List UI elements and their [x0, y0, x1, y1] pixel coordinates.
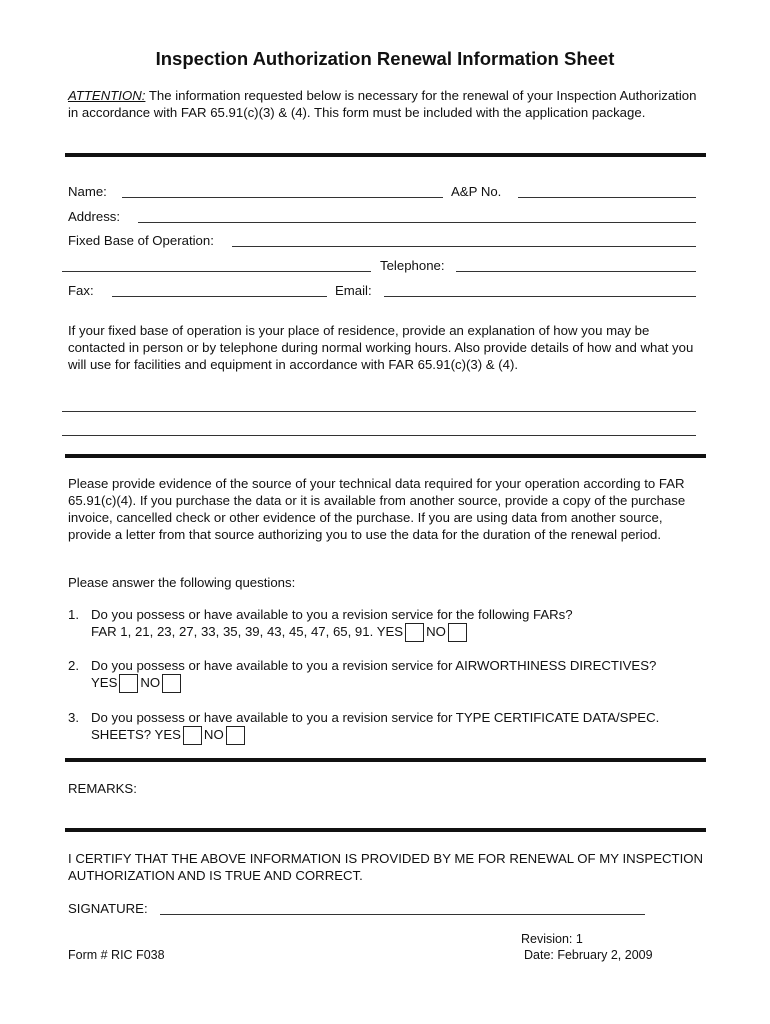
explanation-line-1[interactable] — [62, 411, 696, 412]
no-label: NO — [203, 727, 224, 742]
form-number: Form # RIC F038 — [68, 948, 165, 962]
signature-field[interactable] — [160, 914, 645, 915]
question-number: 2. — [68, 658, 79, 673]
yes-label: SHEETS? YES — [91, 727, 181, 742]
revision-date: Date: February 2, 2009 — [524, 948, 653, 962]
yes-label: YES — [91, 675, 118, 690]
email-label: Email: — [335, 283, 372, 298]
yes-label: FAR 1, 21, 23, 27, 33, 35, 39, 43, 45, 47, 65, 91. YES — [91, 624, 404, 639]
address-field[interactable] — [138, 222, 696, 223]
residence-note: If your fixed base of operation is your place of residence, provide an explanation of how you may be contacted in person or by telephone during normal working hours. Also provide details of how and what you will use for facilities and equipment in accordance with FAR 65.91(c)(3) & (4). — [68, 323, 694, 372]
telephone-field[interactable] — [456, 271, 696, 272]
section-divider — [65, 758, 706, 762]
questions-intro: Please answer the following questions: — [68, 575, 296, 590]
fbo-field-continued[interactable] — [62, 271, 371, 272]
section-divider — [65, 828, 706, 832]
question-1 — [68, 606, 718, 646]
ap-no-field[interactable] — [518, 197, 696, 198]
section-divider — [65, 153, 706, 157]
telephone-label: Telephone: — [380, 258, 445, 273]
question-text: Do you possess or have available to you a revision service for TYPE CERTIFICATE DATA/SPEC. — [91, 710, 660, 725]
attention-paragraph — [68, 87, 708, 121]
attention-text: The information requested below is necessary for the renewal of your Inspection Authorization in accordance with FAR 65.91(c)(3) & (4). This form must be included with the application package. — [68, 88, 697, 120]
question-2 — [68, 657, 718, 697]
question-3 — [68, 709, 718, 749]
fax-label: Fax: — [68, 283, 94, 298]
question-number: 3. — [68, 710, 79, 725]
no-label: NO — [140, 675, 161, 690]
yes-checkbox[interactable] — [183, 726, 202, 745]
yes-checkbox[interactable] — [405, 623, 424, 642]
no-checkbox[interactable] — [226, 726, 245, 745]
remarks-area[interactable] — [65, 800, 706, 826]
revision-number: Revision: 1 — [521, 932, 583, 946]
no-checkbox[interactable] — [162, 674, 181, 693]
attention-label: ATTENTION: — [68, 88, 146, 103]
no-label: NO — [426, 624, 446, 639]
explanation-line-2[interactable] — [62, 435, 696, 436]
fax-field[interactable] — [112, 296, 327, 297]
name-label: Name: — [68, 184, 107, 199]
no-checkbox[interactable] — [448, 623, 467, 642]
fbo-field[interactable] — [232, 246, 696, 247]
name-field[interactable] — [122, 197, 443, 198]
section-divider — [65, 454, 706, 458]
fbo-label: Fixed Base of Operation: — [68, 233, 214, 248]
question-text: Do you possess or have available to you a revision service for the following FARs? — [91, 607, 573, 622]
question-text: Do you possess or have available to you a revision service for AIRWORTHINESS DIRECTIVES? — [91, 658, 657, 673]
email-field[interactable] — [384, 296, 696, 297]
certification-statement: I CERTIFY THAT THE ABOVE INFORMATION IS PROVIDED BY ME FOR RENEWAL OF MY INSPECTION AUTHORIZATION AND IS TRUE AND CORRECT. — [68, 851, 704, 883]
address-label: Address: — [68, 209, 121, 224]
remarks-label: REMARKS: — [68, 781, 137, 796]
question-number: 1. — [68, 607, 79, 622]
signature-label: SIGNATURE: — [68, 901, 148, 916]
ap-no-label: A&P No. — [451, 184, 502, 199]
page-title: Inspection Authorization Renewal Information Sheet — [155, 48, 615, 69]
technical-data-note: Please provide evidence of the source of your technical data required for your operation according to FAR 65.91(c)(4). If you purchase the data or it is available from another source, provide a copy of the purchase invoice, cancelled check or other evidence of the purchase. If you are using data from another source, provide a letter from that source authorizing you to use the data for the duration of the renewal period. — [68, 476, 686, 542]
yes-checkbox[interactable] — [119, 674, 138, 693]
